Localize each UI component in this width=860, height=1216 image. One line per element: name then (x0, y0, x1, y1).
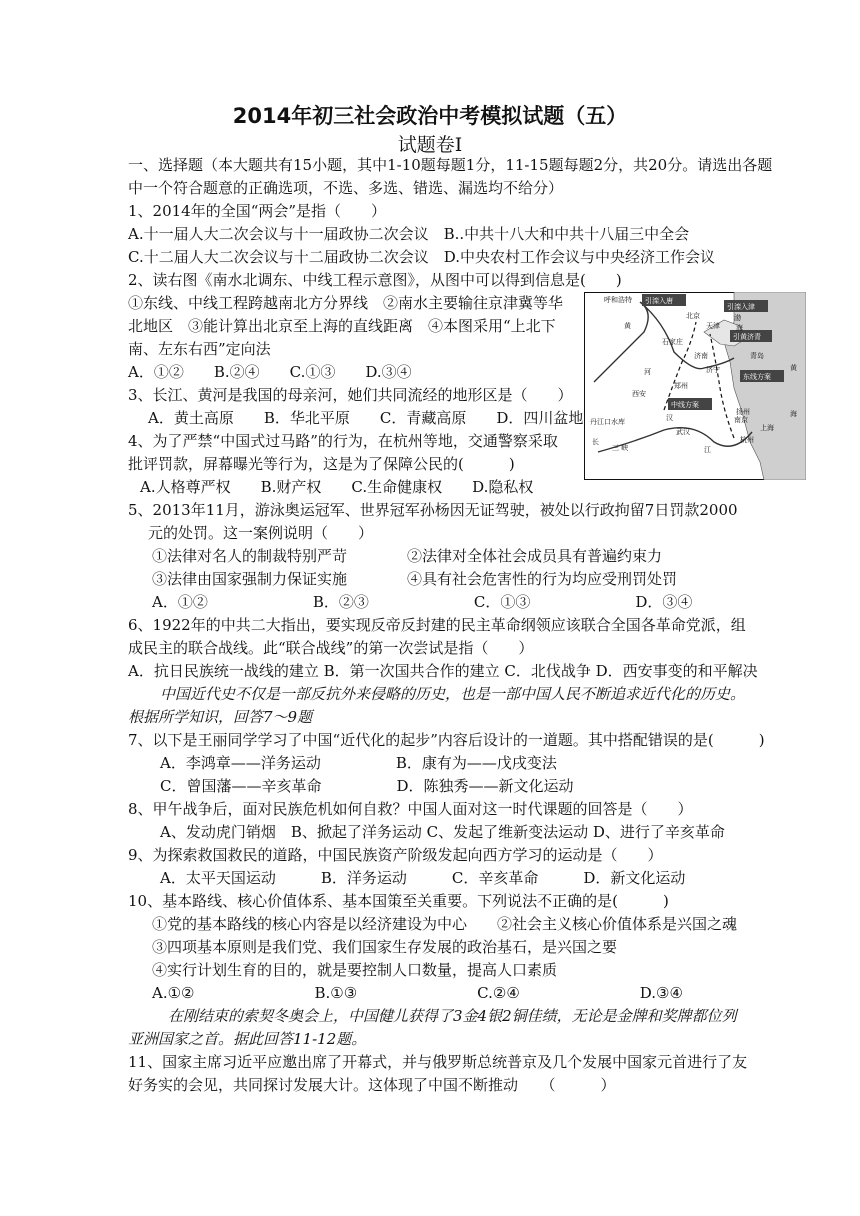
question-11: 11、国家主席习近平应邀出席了开幕式，并与俄罗斯总统普京及几个发展中国家元首进行了友 (128, 1053, 748, 1071)
question-4-cont: 批评罚款，屏幕曝光等行为，这是为了保障公民的( ) (128, 455, 515, 473)
question-9: 9、为探索救国救民的道路，中国民族资产阶级发起向西方学习的运动是（ ） (128, 846, 663, 864)
question-8-options: A、发动虎门销烟 B、掀起了洋务运动 C、发起了维新变法运动 D、进行了辛亥革命 (160, 823, 725, 841)
question-5-cont: 元的处罚。这一案例说明（ ） (148, 524, 374, 542)
map-label: 引滦入津 (727, 303, 755, 311)
question-4: 4、为了严禁“中国式过马路”的行为，在杭州等地，交通警察采取 (128, 432, 558, 450)
question-5-options: A．①② B．②③ C．①③ D．③④ (152, 593, 693, 611)
map-label: 海 (736, 324, 743, 332)
question-2-statement-1: ①东线、中线工程跨越南北方分界线 ②南水主要输往京津冀等华 (128, 294, 564, 312)
question-8: 8、甲午战争后，面对民族危机如何自救？中国人面对这一时代课题的回答是（ ） (128, 800, 693, 818)
map-label: 黄 (790, 364, 797, 372)
map-label: 上海 (760, 424, 774, 432)
question-10-statement-4: ④实行计划生育的目的，就是要控制人口数量，提高人口素质 (152, 961, 558, 979)
question-6: 6、1922年的中共二大指出，要实现反帝反封建的民主革命纲领应该联合全国各革命党派，组 (128, 616, 746, 634)
material-7-9-cont: 根据所学知识，回答7～9题 (128, 708, 313, 726)
material-7-9: 中国近代史不仅是一部反抗外来侵略的历史，也是一部中国人民不断追求近代化的历史。 (160, 685, 746, 703)
map-label: 济南 (694, 352, 708, 360)
map-label: 杭州 (740, 436, 754, 444)
question-4-options: A.人格尊严权 B.财产权 C.生命健康权 D.隐私权 (140, 478, 534, 496)
map-label: 青岛 (750, 352, 764, 360)
map-label: 江 (704, 446, 711, 454)
question-3-options: A．黄土高原 B．华北平原 C．青藏高原 D．四川盆地 (148, 409, 584, 427)
material-11-12: 在刚结束的索契冬奥会上，中国健儿获得了3金4银2铜佳绩，无论是金牌和奖牌都位列 (168, 1007, 737, 1025)
question-3: 3、长江、黄河是我国的母亲河，她们共同流经的地形区是（ ） (128, 386, 573, 404)
question-2-statement-3: 南、左东右西”定向法 (128, 340, 271, 358)
map-label: 东线方案 (743, 373, 771, 381)
page-subtitle: 试题卷Ⅰ (397, 134, 463, 156)
question-10-options: A.①② B.①③ C.②④ D.③④ (152, 984, 683, 1002)
question-9-options: A．太平天国运动 B．洋务运动 C．辛亥革命 D．新文化运动 (160, 869, 686, 887)
map-label: 中线方案 (671, 401, 699, 409)
map-label: 西安 (632, 390, 646, 398)
map-label: 北京 (686, 312, 700, 320)
map-label: 引黄济青 (733, 333, 761, 341)
map-label: 长 (592, 438, 599, 446)
question-7: 7、以下是王丽同学学习了中国“近代化的起步”内容后设计的一道题。其中搭配错误的是( ) (128, 731, 765, 749)
question-7-options-ab: A．李鸿章——洋务运动 B．康有为——戊戌变法 (160, 754, 557, 772)
question-7-options-cd: C．曾国藩——辛亥革命 D．陈独秀——新文化运动 (160, 777, 574, 795)
water-diversion-map (584, 292, 806, 480)
question-1-options-ab: A.十一届人大二次会议与十一届政协二次会议 B..中共十八大和中共十八届三中全会 (128, 225, 690, 243)
question-5-statements-12: ①法律对名人的制裁特别严苛 ②法律对全体社会成员具有普遍约束力 (152, 547, 663, 565)
page-title: 2014年初三社会政治中考模拟试题（五） (232, 104, 628, 128)
map-label: 河 (644, 368, 651, 376)
map-label: 海 (790, 410, 797, 418)
question-10: 10、基本路线、核心价值体系、基本国策至关重要。下列说法不正确的是( ) (128, 892, 669, 910)
map-label: 呼和浩特 (604, 296, 632, 304)
map-label: 渤 (734, 314, 741, 322)
question-11-cont: 好务实的会见，共同探讨发展大计。这体现了中国不断推动 （ ） (128, 1076, 616, 1094)
question-10-statement-3: ③四项基本原则是我们党、我们国家生存发展的政治基石，是兴国之要 (152, 938, 618, 956)
question-5-statements-34: ③法律由国家强制力保证实施 ④具有社会危害性的行为均应受刑罚处罚 (152, 570, 678, 588)
map-label: 三 峡 (612, 444, 629, 452)
map-label: 武汉 (676, 428, 690, 436)
question-2: 2、读右图《南水北调东、中线工程示意图》，从图中可以得到信息是( ) (128, 271, 622, 289)
question-6-cont: 成民主的联合战线。此“联合战线”的第一次尝试是指（ ） (128, 639, 534, 657)
map-label: 郑州 (674, 382, 688, 390)
map-label: 天津 (706, 322, 720, 330)
map-label: 引滦入唐 (645, 297, 673, 305)
instruction-line-1: 一、选择题（本大题共有15小题，其中1-10题每题1分，11-15题每题2分，共20分。请选出各题 (128, 156, 773, 174)
map-label: 汉 (666, 414, 673, 422)
question-1: 1、2014年的全国“两会”是指（ ） (128, 202, 387, 220)
question-5: 5、2013年11月，游泳奥运冠军、世界冠军孙杨因无证驾驶，被处以行政拘留7日罚款2000 (128, 501, 738, 519)
map-label: 黄 (624, 322, 631, 330)
question-10-statements-12: ①党的基本路线的核心内容是以经济建设为中心 ②社会主义核心价值体系是兴国之魂 (152, 915, 738, 933)
map-label: 丹江口水库 (590, 418, 625, 426)
question-2-options: A．①② B.②④ C.①③ D.③④ (128, 363, 412, 381)
question-1-options-cd: C.十二届人大二次会议与十二届政协二次会议 D.中央农村工作会议与中央经济工作会议 (128, 248, 715, 266)
map-label: 济宁 (706, 366, 720, 374)
instruction-line-2: 中一个符合题意的正确选项，不选、多选、错选、漏选均不给分） (128, 179, 564, 197)
question-2-statement-2: 北地区 ③能计算出北京至上海的直线距离 ④本图采用“上北下 (128, 317, 556, 335)
question-6-options: A．抗日民族统一战线的建立 B．第一次国共合作的建立 C．北伐战争 D．西安事变的和平解决 (128, 662, 758, 680)
material-11-12-cont: 亚洲国家之首。据此回答11-12题。 (128, 1030, 367, 1048)
map-label: 石家庄 (662, 338, 683, 346)
map-label: 扬州 (736, 408, 750, 416)
map-label: 南京 (734, 416, 748, 424)
